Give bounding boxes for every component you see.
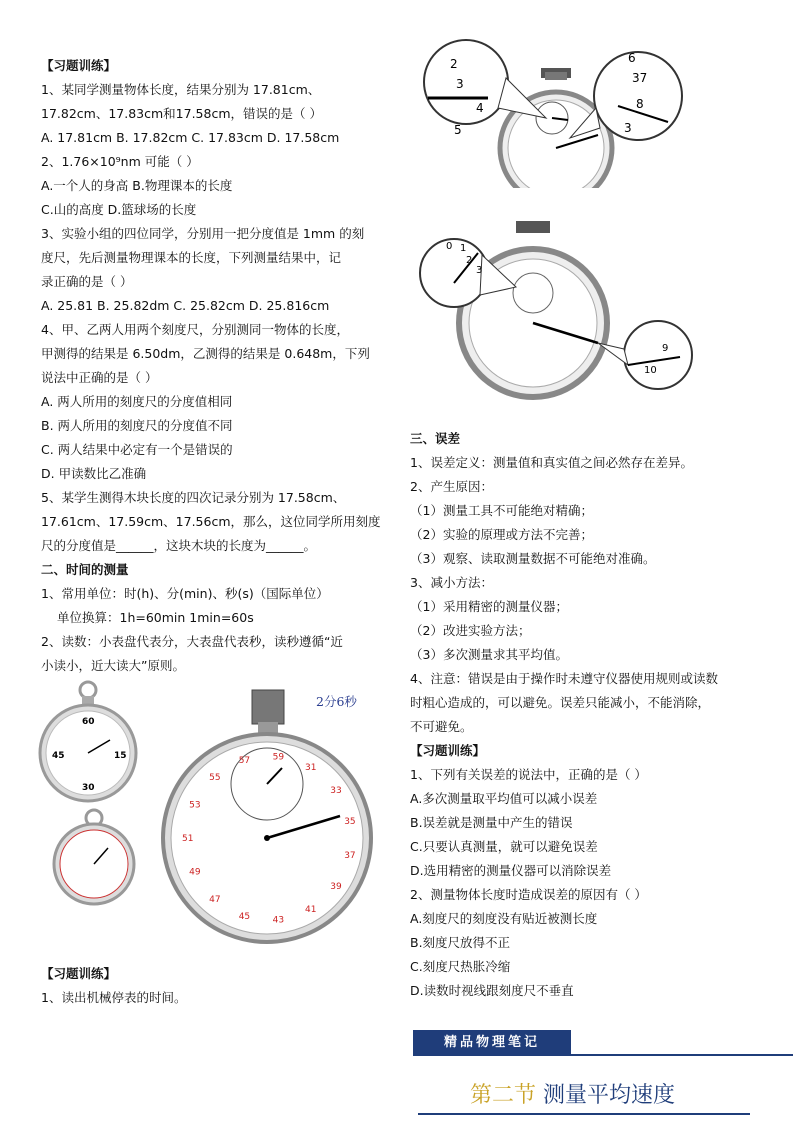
right-column-line: （2）实验的原理或方法不完善； (410, 527, 593, 542)
zoom-a-3: 3 (456, 77, 464, 91)
big-dial-number: 55 (209, 773, 221, 784)
right-column-line: 1、误差定义：测量值和真实值之间必然存在差异。 (410, 455, 693, 470)
left-column-line: 5、某学生测得木块长度的四次记录分别为 17.58cm、 (41, 490, 346, 505)
footer-rule (571, 1054, 793, 1056)
right-column-line: 三、误差 (410, 431, 461, 446)
zoom-a-5: 5 (454, 123, 462, 137)
left-column-line: A.一个人的身高 B.物理课本的长度 (41, 178, 233, 193)
chapter-number: 第二节 (470, 1083, 537, 1108)
right-column-line: 1、下列有关误差的说法中，正确的是（ ） (410, 767, 647, 782)
big-dial-number: 37 (344, 851, 356, 861)
right-column-line: D.选用精密的测量仪器可以消除误差 (410, 863, 612, 878)
left-column (41, 54, 391, 678)
zoom-b-8: 8 (636, 97, 644, 111)
zoom-b-6: 6 (628, 51, 636, 65)
footer-banner: 精品物理笔记 (413, 1030, 571, 1056)
right-column-line: 3、减小方法： (410, 575, 493, 590)
left-column-line: 4、甲、乙两人用两个刻度尺，分别测同一物体的长度， (41, 322, 349, 337)
big-dial-number: 53 (189, 800, 201, 811)
zoom-b-3: 3 (624, 121, 632, 135)
right-column-line: 2、产生原因： (410, 479, 493, 494)
left-column-line: 二、时间的测量 (41, 562, 129, 577)
left-column-line: C. 两人结果中必定有一个是错误的 (41, 442, 233, 457)
big-dial-number: 51 (182, 834, 194, 844)
chapter-heading (470, 1078, 675, 1109)
zoom-c-0: 0 (446, 241, 453, 252)
left-bottom-line: 1、读出机械停表的时间。 (41, 990, 187, 1005)
big-dial-number: 49 (189, 867, 201, 878)
right-column-line: C.刻度尺热胀冷缩 (410, 959, 511, 974)
right-column-line: A.多次测量取平均值可以减小误差 (410, 791, 598, 806)
right-column-line: 时粗心造成的，可以避免。误差只能减小，不能消除， (410, 695, 711, 710)
right-column-line: D.读数时视线跟刻度尺不垂直 (410, 983, 574, 998)
left-column-line: 录正确的是（ ） (41, 274, 133, 289)
left-column-line: B. 两人所用的刻度尺的分度值不同 (41, 418, 233, 433)
big-dial-number: 57 (238, 756, 251, 766)
right-column-line: 不可避免。 (410, 719, 473, 734)
right-column-line: （1）测量工具不可能绝对精确； (410, 503, 593, 518)
left-column-line: 1、常用单位：时(h)、分(min)、秒(s)（国际单位） (41, 586, 329, 601)
left-column-line: 小读小，近大读大”原则。 (41, 658, 185, 673)
right-column-line: 【习题训练】 (410, 743, 486, 758)
zoom-d-9: 9 (662, 343, 669, 354)
right-column-line: 4、注意：错误是由于操作时未遵守仪器使用规则或读数 (410, 671, 718, 686)
zoom-c-3: 3 (476, 265, 483, 276)
big-dial-number: 31 (305, 763, 317, 773)
zoom-c-2: 2 (466, 255, 473, 266)
right-column-line: C.只要认真测量，就可以避免误差 (410, 839, 598, 854)
mini-45: 45 (52, 751, 65, 761)
right-column-line: B.误差就是测量中产生的错误 (410, 815, 573, 830)
right-column-line: B.刻度尺放得不正 (410, 935, 511, 950)
left-column-line: 2、读数：小表盘代表分，大表盘代表秒，读秒遵循“近 (41, 634, 343, 649)
left-column-line: 3、实验小组的四位同学，分别用一把分度值是 1mm 的刻 (41, 226, 365, 241)
left-column-line: A. 两人所用的刻度尺的分度值相同 (41, 394, 233, 409)
big-dial-number: 33 (330, 785, 342, 796)
left-column-line: 17.61cm、17.59cm、17.56cm，那么，这位同学所用刻度 (41, 514, 381, 529)
right-column-line: （2）改进实验方法； (410, 623, 531, 638)
left-column-line: 17.82cm、17.83cm和17.58cm，错误的是（ ） (41, 106, 322, 121)
big-dial-number: 45 (238, 912, 251, 922)
left-column-line: 说法中正确的是（ ） (41, 370, 158, 385)
right-column-line: A.刻度尺的刻度没有贴近被测长度 (410, 911, 598, 926)
zoom-a-4: 4 (476, 101, 484, 115)
big-dial-number: 43 (272, 915, 285, 926)
small-stopwatch-photos (38, 678, 158, 914)
left-column-line: D. 甲读数比乙准确 (41, 466, 147, 481)
mini-15: 15 (114, 751, 127, 761)
stopwatch-reading-label: 2分6秒 (316, 694, 357, 709)
mini-30: 30 (82, 783, 95, 793)
zoom-d-10: 10 (644, 365, 657, 376)
big-dial-number: 59 (272, 752, 285, 763)
left-column-line: 甲测得的结果是 6.50dm，乙测得的结果是 0.648m，下列 (41, 346, 370, 361)
left-column-line: 2、1.76×10⁹nm 可能（ ） (41, 154, 199, 169)
left-column-line: 单位换算：1h=60min 1min=60s (57, 610, 254, 625)
right-column (410, 427, 785, 1003)
left-column-line: 【习题训练】 (41, 58, 117, 73)
zoom-c-1: 1 (460, 243, 467, 254)
stopwatch-zoom-figure-1 (418, 38, 686, 188)
right-column-line: （1）采用精密的测量仪器； (410, 599, 568, 614)
chapter-rule (418, 1113, 750, 1115)
big-dial-number: 41 (305, 905, 317, 915)
mini-60: 60 (82, 717, 95, 727)
big-dial-number: 47 (209, 894, 221, 905)
large-stopwatch-diagram (160, 688, 374, 944)
zoom-b-37: 37 (632, 71, 648, 85)
big-dial-number: 39 (330, 882, 342, 893)
stopwatch-zoom-figure-2 (418, 215, 694, 405)
left-column-line: A. 25.81 B. 25.82dm C. 25.82cm D. 25.816cm (41, 298, 330, 313)
big-dial-number: 35 (344, 817, 356, 827)
left-column-line: 尺的分度值是______，这块木块的长度为______。 (41, 538, 317, 553)
right-column-line: 2、测量物体长度时造成误差的原因有（ ） (410, 887, 647, 902)
left-column-line: 1、某同学测量物体长度，结果分别为 17.81cm、 (41, 82, 321, 97)
left-column-line: 度尺，先后测量物理课本的长度，下列测量结果中，记 (41, 250, 342, 265)
left-column-line: A. 17.81cm B. 17.82cm C. 17.83cm D. 17.58cm (41, 130, 340, 145)
chapter-title: 测量平均速度 (543, 1083, 676, 1108)
zoom-a-2: 2 (450, 57, 458, 71)
left-bottom-section (41, 962, 391, 1010)
right-column-line: （3）多次测量求其平均值。 (410, 647, 568, 662)
right-column-line: （3）观察、读取测量数据不可能绝对准确。 (410, 551, 656, 566)
left-column-line: C.山的高度 D.篮球场的长度 (41, 202, 197, 217)
left-bottom-line: 【习题训练】 (41, 966, 117, 981)
